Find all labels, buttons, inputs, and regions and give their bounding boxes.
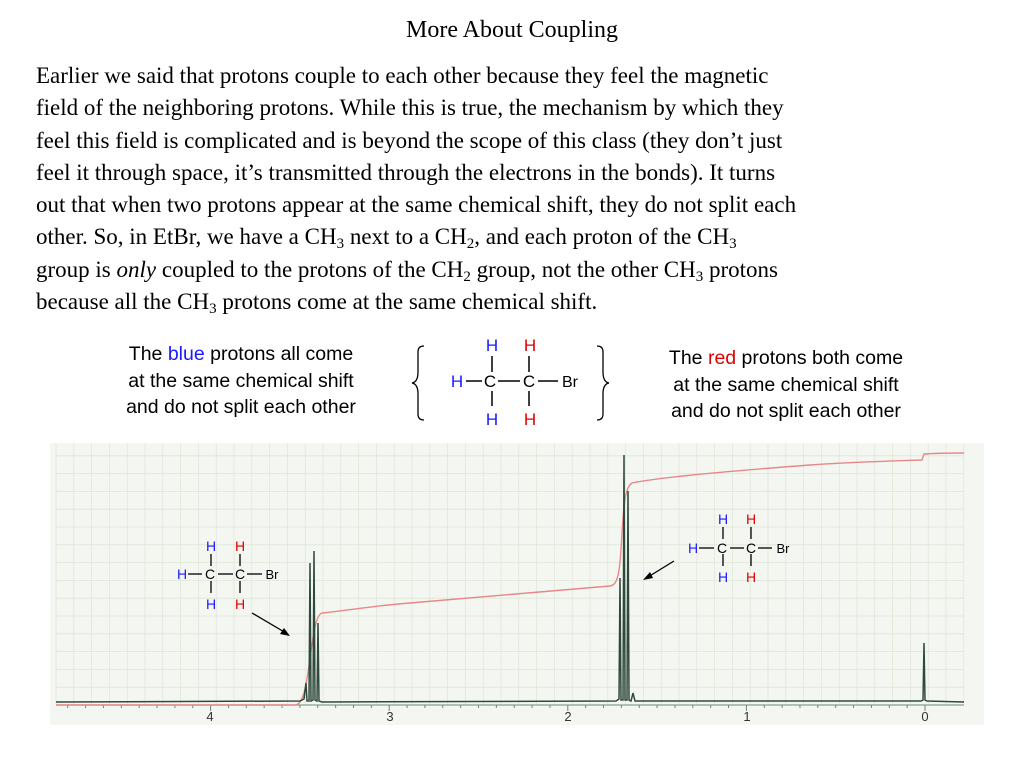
c-atom: C [483, 372, 497, 391]
red-word: red [707, 347, 737, 369]
h-atom-blue: H [450, 372, 464, 391]
h-atom-blue: H [205, 538, 217, 554]
c-atom: C [716, 540, 728, 556]
c-atom: C [234, 566, 246, 582]
h-atom-blue: H [176, 566, 188, 582]
tick-label-2: 2 [564, 709, 572, 724]
h-atom-red: H [234, 596, 246, 612]
left-brace [412, 346, 424, 420]
paragraph-line: feel this field is complicated and is beyond the scope of this class (they don’t just [36, 127, 783, 153]
h-atom-red: H [523, 336, 537, 355]
h-atom-blue: H [717, 569, 729, 585]
c-atom: C [745, 540, 757, 556]
paragraph-line: out that when two protons appear at the same chemical shift, they do not split each [36, 192, 797, 218]
blue-word: blue [167, 343, 205, 365]
red-protons-caption: The red protons both come at the same chemical shift and do not split each other [668, 347, 904, 422]
br-atom: Br [562, 374, 578, 391]
br-atom: Br [265, 567, 279, 582]
h-atom-blue: H [205, 596, 217, 612]
h-atom-blue: H [717, 511, 729, 527]
paragraph-line: Earlier we said that protons couple to each other because they feel the magnetic [36, 63, 769, 88]
slide-title: More About Coupling [405, 17, 618, 43]
br-atom: Br [776, 541, 790, 556]
paragraph-line: feel it through space, it’s transmitted through the electrons in the bonds). It turns [36, 159, 776, 185]
tick-label-1: 1 [743, 709, 751, 724]
tick-label-3: 3 [386, 709, 394, 724]
spectrum-paper [50, 443, 984, 725]
c-atom: C [522, 372, 536, 391]
tick-label-4: 4 [206, 709, 214, 724]
tick-label-0: 0 [921, 709, 929, 724]
paragraph-line: other. So, in EtBr, we have a $CH_3$ next to a $CH_2$, and each proton of the $CH_3$ [36, 224, 737, 253]
blue-protons-caption: The blue protons all come at the same chemical shift and do not split each other [126, 343, 356, 418]
h-atom-blue: H [687, 540, 699, 556]
nmr-spectrum [50, 443, 984, 725]
paragraph-line: because all the $CH_3$ protons come at the same chemical shift. [36, 289, 598, 318]
right-brace [597, 346, 609, 420]
paragraph-line: group is only coupled to the protons of the $CH_2$ group, not the other $CH_3$ protons [36, 256, 778, 285]
h-atom-blue: H [485, 336, 499, 355]
h-atom-red: H [234, 538, 246, 554]
h-atom-blue: H [485, 410, 499, 429]
h-atom-red: H [745, 511, 757, 527]
h-atom-red: H [523, 410, 537, 429]
c-atom: C [204, 566, 216, 582]
paragraph-line: field of the neighboring protons. While this is true, the mechanism by which they [36, 95, 784, 121]
h-atom-red: H [745, 569, 757, 585]
